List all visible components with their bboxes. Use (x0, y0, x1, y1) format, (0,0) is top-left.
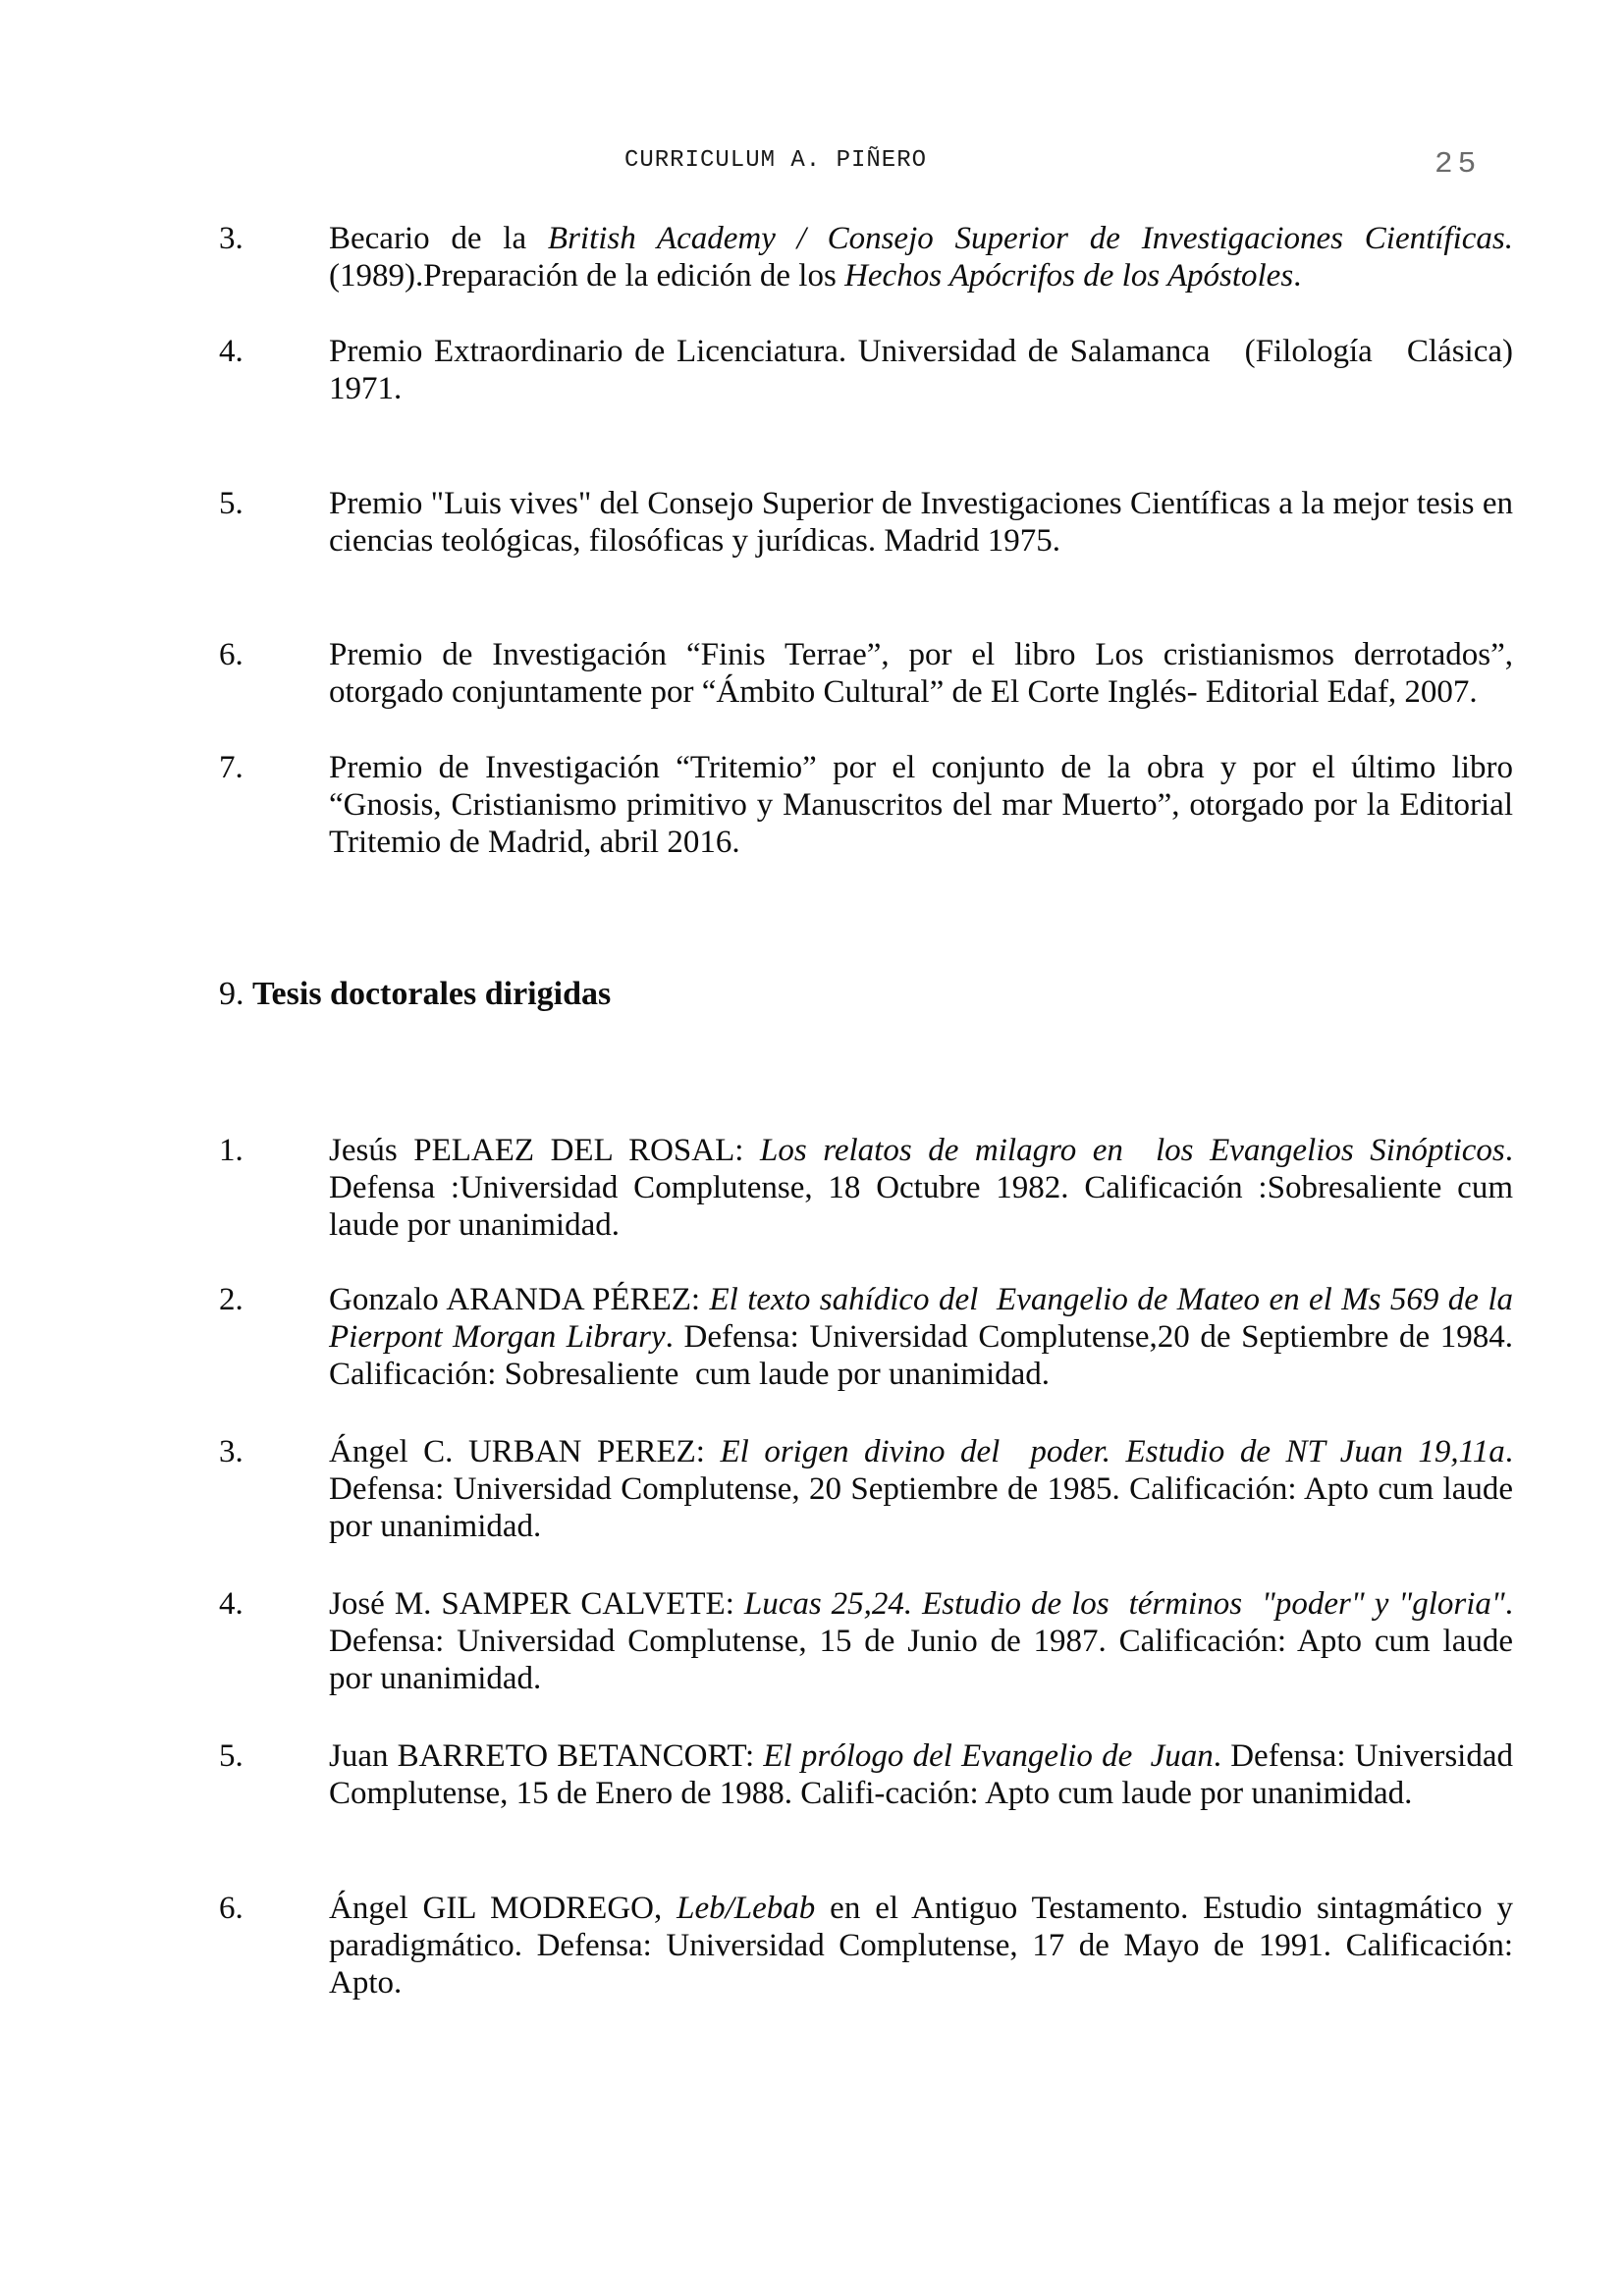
item-text-run: Jesús PELAEZ DEL ROSAL: (329, 1133, 760, 1168)
item-number: 7. (219, 750, 244, 785)
item-text (329, 1281, 1522, 1393)
award-item (219, 636, 1522, 711)
item-number: 6. (219, 637, 244, 672)
item-text-run: Ángel C. URBAN PEREZ: (329, 1434, 721, 1469)
item-text-italic-run: Los relatos de milagro en los Evangelios Sinópticos (759, 1133, 1505, 1168)
item-text-run: . Defensa: Universidad Complutense, 15 de Junio de 1987. Calificación: Apto cum laude por unanimidad. (329, 1586, 1522, 1696)
thesis-item (219, 1890, 1522, 2002)
item-number: 4. (219, 334, 244, 369)
award-item (219, 333, 1522, 407)
item-text-run: . (1293, 258, 1302, 294)
item-number: 5. (219, 486, 244, 521)
item-text (329, 1737, 1522, 1812)
item-text (329, 1585, 1522, 1697)
item-text-italic-run: El origen divino del poder. Estudio de NT Juan 19,11a (720, 1434, 1505, 1469)
item-text-run: Becario de la (329, 221, 548, 256)
item-text-italic-run: British Academy / Consejo Superior de Investigaciones Científicas. (547, 221, 1514, 256)
item-text (329, 1890, 1522, 2002)
item-text (329, 1132, 1522, 1244)
item-text-italic-run: Leb/Lebab (677, 1891, 816, 1926)
item-number: 6. (219, 1891, 244, 1926)
item-text (329, 333, 1522, 407)
item-text-run: Gonzalo ARANDA PÉREZ: (329, 1282, 710, 1317)
item-text-run: (1989).Preparación de la edición de los (329, 258, 845, 294)
page-header-title: CURRICULUM A. PIÑERO (623, 147, 928, 174)
item-number: 2. (219, 1282, 244, 1317)
page-number: 25 (1435, 147, 1482, 182)
item-number: 3. (219, 221, 244, 256)
item-number: 3. (219, 1434, 244, 1469)
item-text-run: . Defensa: Universidad Complutense,20 de Septiembre de 1984. Calificación: Sobresaliente cum laude por unanimidad. (329, 1319, 1522, 1392)
award-item (219, 220, 1513, 294)
thesis-item (219, 1737, 1522, 1812)
thesis-item (219, 1433, 1522, 1545)
item-number: 5. (219, 1738, 244, 1774)
thesis-item (219, 1132, 1522, 1244)
section-title: Tesis doctorales dirigidas (252, 976, 612, 1012)
item-text-run: Ángel GIL MODREGO, (329, 1891, 677, 1926)
item-text (329, 1433, 1522, 1545)
item-text-run: . Defensa: Universidad Complutense, 20 Septiembre de 1985. Calificación: Apto cum laude por unanimidad. (329, 1434, 1522, 1544)
award-item (219, 749, 1522, 861)
item-text-run: Premio "Luis vives" del Consejo Superior de Investigaciones Científicas a la mejor tesis en ciencias teológicas, filosóficas y jurídicas. Madrid 1975. (329, 486, 1522, 559)
item-text (329, 749, 1522, 861)
item-text-italic-run: Hechos Apócrifos de los Apóstoles (844, 258, 1294, 294)
item-text-italic-run: Lucas 25,24. Estudio de los términos "poder" y "gloria" (743, 1586, 1505, 1622)
item-text-italic-run: El prólogo del Evangelio de Juan (763, 1738, 1214, 1774)
item-text (329, 220, 1513, 294)
item-number: 4. (219, 1586, 244, 1622)
item-text-run: Premio de Investigación “Finis Terrae”, por el libro Los cristianismos derrotados”, otorgado conjuntamente por “Ámbito Cultural” de El Corte Inglés- Editorial Edaf, 2007. (329, 637, 1522, 710)
item-text-run: José M. SAMPER CALVETE: (329, 1586, 744, 1622)
item-text (329, 636, 1522, 711)
thesis-item (219, 1585, 1522, 1697)
section-number: 9. (219, 976, 252, 1012)
item-text-run: Premio Extraordinario de Licenciatura. Universidad de Salamanca (Filología Clásica) 1971. (329, 334, 1522, 406)
section-heading-tesis-doctorales (219, 975, 611, 1014)
item-text-run: . Defensa: Universidad Complutense, 15 de Enero de 1988. Califi-cación: Apto cum laude por unanimidad. (329, 1738, 1522, 1811)
item-text-run: en el Antiguo Testamento. Estudio sintagmático y paradigmático. Defensa: Universidad Complutense, 17 de Mayo de 1991. Calificación: Apto. (329, 1891, 1522, 2001)
item-text-italic-run: El texto sahídico del Evangelio de Mateo en el Ms 569 de la Pierpont Morgan Library (329, 1282, 1522, 1355)
award-item (219, 485, 1522, 560)
item-text-run: Juan BARRETO BETANCORT: (329, 1738, 764, 1774)
item-number: 1. (219, 1133, 244, 1168)
item-text-run: . Defensa :Universidad Complutense, 18 Octubre 1982. Calificación :Sobresaliente cum laude por unanimidad. (329, 1133, 1522, 1243)
item-text-run: Premio de Investigación “Tritemio” por el conjunto de la obra y por el último libro “Gnosis, Cristianismo primitivo y Manuscritos del mar Muerto”, otorgado por la Editorial Tritemio de Madrid, abril 2016. (329, 750, 1522, 860)
item-text (329, 485, 1522, 560)
thesis-item (219, 1281, 1522, 1393)
